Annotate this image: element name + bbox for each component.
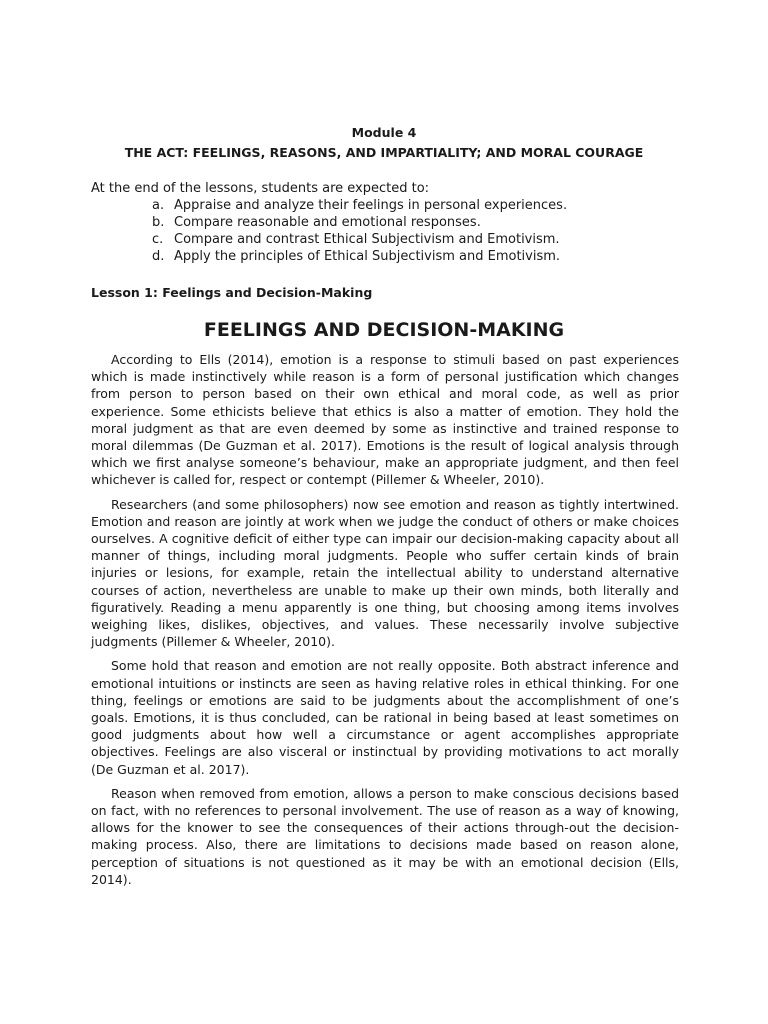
intro-text: At the end of the lessons, students are expected to: bbox=[91, 181, 430, 196]
objective-marker: b. bbox=[152, 215, 165, 230]
objective-marker: a. bbox=[152, 198, 165, 213]
objective-marker: d. bbox=[152, 249, 165, 264]
paragraph: Reason when removed from emotion, allows a person to make conscious decisions based on fact, with no references to personal involvement. The use of reason as a way of knowing, allows for the knower to see the consequences of their actions through-out the decision-making process. Also, there are limitations to decisions made based on reason alone, perception of situations is not questioned as it may be with an emotional decision (Ells, 2014). bbox=[91, 785, 679, 887]
objective-text: Apply the principles of Ethical Subjectivism and Emotivism. bbox=[174, 249, 561, 264]
objective-text: Compare reasonable and emotional responses. bbox=[174, 215, 481, 230]
module-number: Module 4 bbox=[351, 125, 417, 140]
paragraph: Some hold that reason and emotion are not really opposite. Both abstract inference and emotional intuitions or instincts are seen as having relative roles in ethical thinking. For one thing, feelings or emotions are said to be judgments about the accomplishment of one’s goals. Emotions, it is thus concluded, can be rational in being based at least sometimes on good judgments about how well a circumstance or agent accomplishes appropriate objectives. Feelings are also visceral or instinctual by providing motivations to act morally (De Guzman et al. 2017). bbox=[91, 658, 679, 777]
objectives-list bbox=[152, 197, 567, 265]
paragraph: Researchers (and some philosophers) now see emotion and reason as tightly intertwined. Emotion and reason are jointly at work when we judge the conduct of others or make choices ourselves. A cognitive deficit of either type can impair our decision-making capacity about all manner of things, including moral judgments. People who suffer certain kinds of brain injuries or lesions, for example, retain the intellectual ability to understand alternative courses of action, nevertheless are unable to make up their own minds, both literally and figuratively. Reading a menu apparently is one thing, but choosing among items involves weighing likes, dislikes, objectives, and values. These necessarily involve subjective judgments (Pillemer & Wheeler, 2010). bbox=[91, 496, 679, 650]
objective-item bbox=[152, 248, 567, 265]
objective-text: Appraise and analyze their feelings in personal experiences. bbox=[174, 198, 568, 213]
objective-marker: c. bbox=[152, 232, 164, 247]
module-title: THE ACT: FEELINGS, REASONS, AND IMPARTIALITY; AND MORAL COURAGE bbox=[124, 145, 644, 160]
objective-item bbox=[152, 214, 567, 231]
objective-text: Compare and contrast Ethical Subjectivism and Emotivism. bbox=[174, 232, 560, 247]
paragraph: According to Ells (2014), emotion is a response to stimuli based on past experiences which is made instinctively while reason is a form of personal justification which changes from person to person based on their own ethical and moral code, as well as prior experience. Some ethicists believe that ethics is also a matter of emotion. They hold the moral judgment as that are even deemed by some as instinctive and trained response to moral dilemmas (De Guzman et al. 2017). Emotions is the result of logical analysis through which we first analyse someone’s behaviour, make an appropriate judgment, and then feel whichever is called for, respect or contempt (Pillemer & Wheeler, 2010). bbox=[91, 352, 679, 488]
body-text bbox=[91, 351, 679, 895]
section-title: FEELINGS AND DECISION-MAKING bbox=[203, 319, 565, 341]
objective-item bbox=[152, 197, 567, 214]
lesson-heading: Lesson 1: Feelings and Decision-Making bbox=[91, 285, 373, 300]
objective-item bbox=[152, 231, 567, 248]
